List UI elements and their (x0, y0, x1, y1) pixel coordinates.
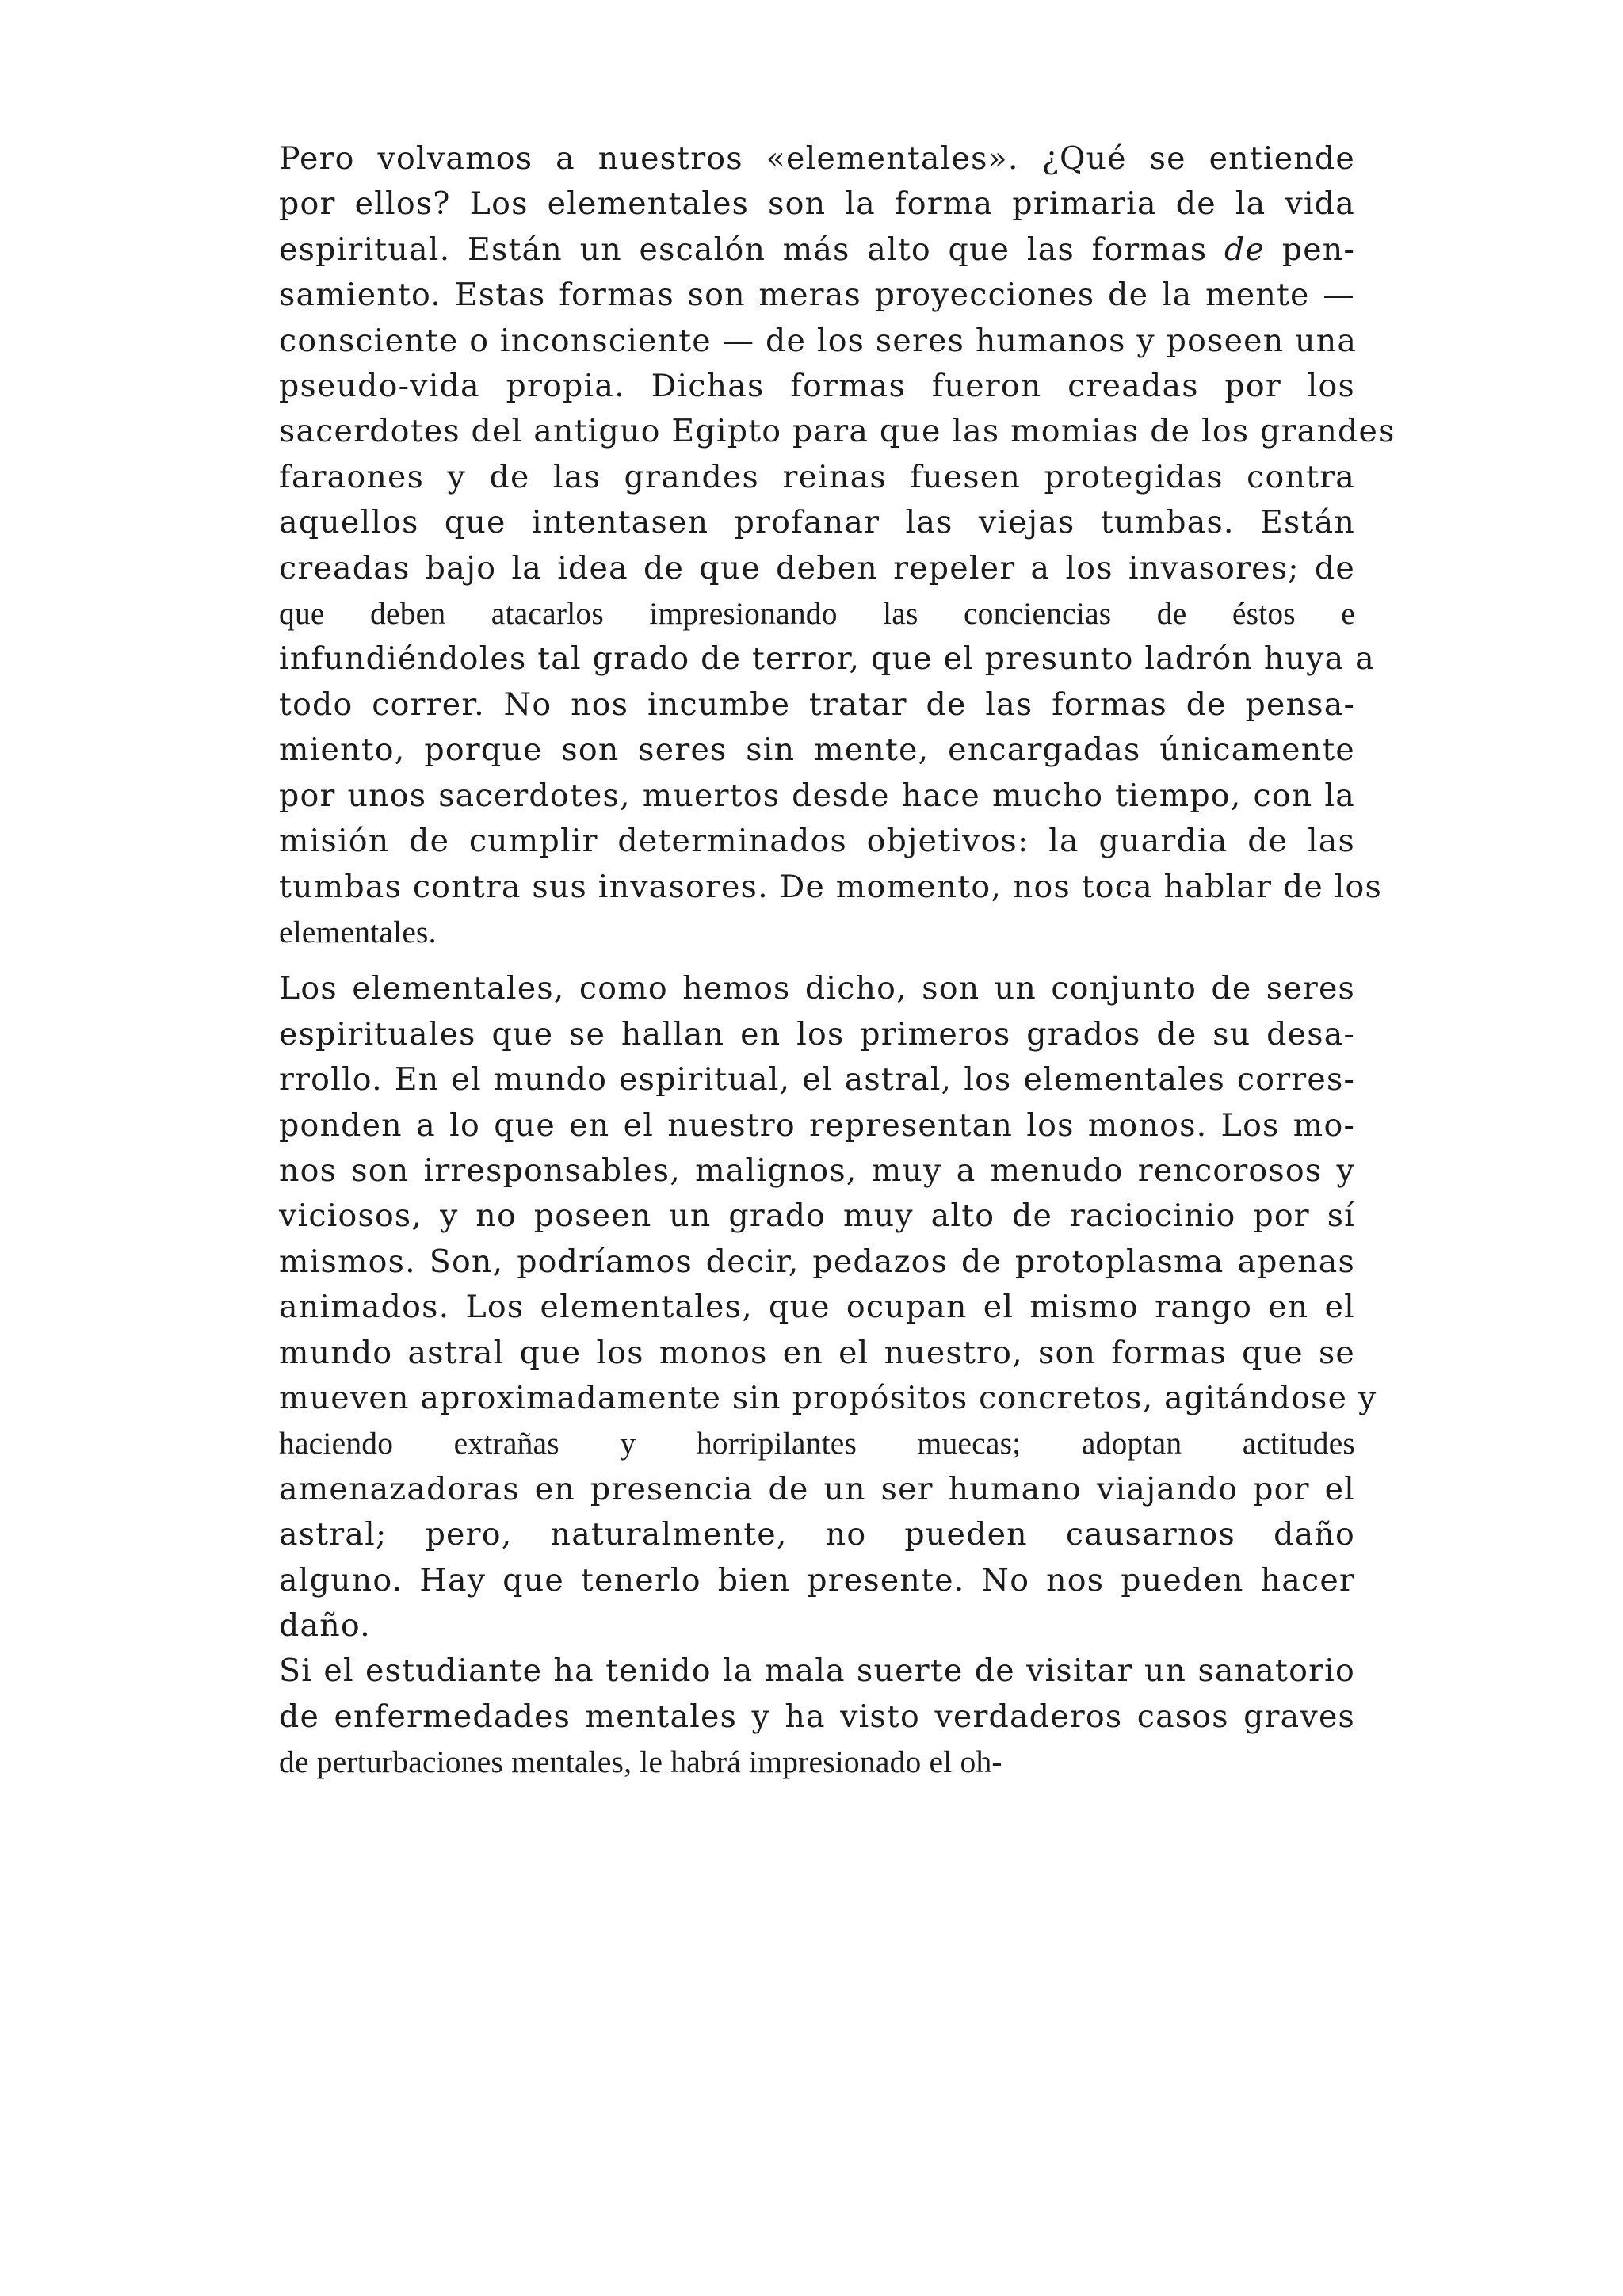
text-line: mueven aproximadamente sin propósitos concretos, agitándose y (279, 1379, 1377, 1416)
text-line: daño. (279, 1607, 371, 1644)
text-line: por unos sacerdotes, muertos desde hace mucho tiempo, con la (279, 777, 1355, 814)
text-line: consciente o inconsciente — de los seres humanos y poseen una (279, 322, 1358, 359)
text-line: de perturbaciones mentales, le habrá impresionado el oh- (279, 1744, 1002, 1780)
text-line: de enfermedades mentales y ha visto verdaderos casos graves (279, 1698, 1355, 1735)
text-line: amenazadoras en presencia de un ser humano viajando por el (279, 1470, 1355, 1507)
text-line: ponden a lo que en el nuestro representan los monos. Los mo- (279, 1106, 1355, 1144)
text-line-with-italic (279, 227, 1355, 273)
text-line: mundo astral que los monos en el nuestro, son formas que se (279, 1334, 1355, 1371)
text-line: animados. Los elementales, que ocupan el mismo rango en el (279, 1289, 1355, 1326)
text-line: Pero volvamos a nuestros «elementales». ¿Qué se entiende (279, 140, 1355, 177)
text-segment: pen- (1265, 231, 1355, 268)
text-line: Si el estudiante ha tenido la mala suerte de visitar un sanatorio (279, 1652, 1355, 1690)
text-line: faraones y de las grandes reinas fuesen protegidas contra (279, 458, 1355, 495)
paragraph-1 (279, 136, 1396, 955)
text-line: haciendo extrañas y horripilantes muecas; adoptan actitudes (279, 1426, 1355, 1461)
text-line: miento, porque son seres sin mente, encargadas únicamente (279, 732, 1355, 769)
italic-word: de (1224, 231, 1266, 268)
text-line: samiento. Estas formas son meras proyecciones de la mente — (279, 277, 1355, 314)
text-line: sacerdotes del antiguo Egipto para que las momias de los grandes (279, 413, 1396, 450)
text-line: aquellos que intentasen profanar las viejas tumbas. Están (279, 504, 1355, 541)
text-line: elementales. (279, 914, 437, 949)
text-line: espirituales que se hallan en los primeros grados de su desa- (279, 1015, 1355, 1052)
text-line: alguno. Hay que tenerlo bien presente. No nos pueden hacer (279, 1561, 1355, 1599)
text-line: astral; pero, naturalmente, no pueden causarnos daño (279, 1516, 1355, 1553)
paragraph-2 (279, 966, 1377, 1648)
text-line: pseudo-vida propia. Dichas formas fueron creadas por los (279, 368, 1355, 405)
text-line: creadas bajo la idea de que deben repeler a los invasores; de (279, 549, 1355, 586)
text-line: que deben atacarlos impresionando las conciencias de éstos e (279, 596, 1355, 632)
text-line: Los elementales, como hemos dicho, son un conjunto de seres (279, 970, 1355, 1007)
text-line: rrollo. En el mundo espiritual, el astral, los elementales corres- (279, 1061, 1355, 1098)
text-segment: espiritual. Están un escalón más alto que las formas (279, 231, 1225, 268)
text-line: mismos. Son, podríamos decir, pedazos de protoplasma apenas (279, 1243, 1355, 1280)
text-line: por ellos? Los elementales son la forma primaria de la vida (279, 185, 1355, 223)
text-line: infundiéndoles tal grado de terror, que el presunto ladrón huya a (279, 640, 1375, 678)
paragraph-3 (279, 1648, 1355, 1785)
text-line: viciosos, y no poseen un grado muy alto de raciocinio por sí (279, 1198, 1355, 1235)
body-text (279, 136, 1396, 1786)
text-line: tumbas contra sus invasores. De momento, nos toca hablar de los (279, 868, 1383, 905)
text-line: misión de cumplir determinados objetivos: la guardia de las (279, 823, 1355, 860)
text-line: nos son irresponsables, malignos, muy a menudo rencorosos y (279, 1152, 1355, 1189)
text-line: todo correr. No nos incumbe tratar de las formas de pensa- (279, 686, 1355, 723)
